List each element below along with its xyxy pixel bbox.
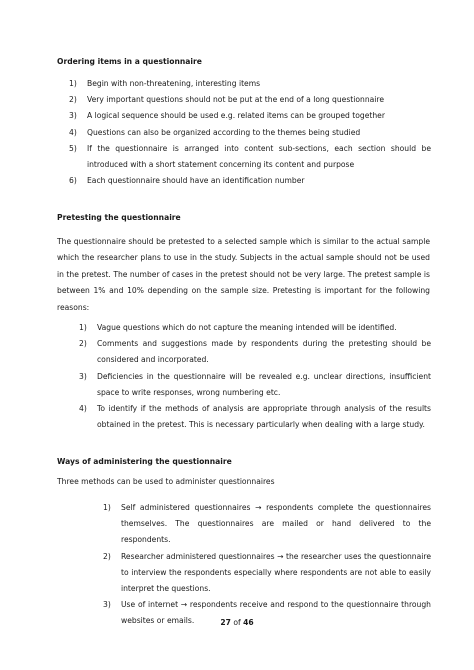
item-number: 6) — [69, 176, 77, 186]
administering-heading: Ways of administering the questionnaire — [57, 457, 232, 466]
item-number: 2) — [79, 339, 87, 349]
pretesting-heading: Pretesting the questionnaire — [57, 213, 181, 222]
page-of-label: of — [233, 618, 241, 627]
list-item — [69, 173, 431, 189]
list-item — [79, 369, 431, 401]
item-text: Deficiencies in the questionnaire will be revealed e.g. unclear directions, insufficient space to write responses, wrong numbering etc. — [97, 371, 431, 397]
total-page-count: 46 — [243, 618, 254, 627]
item-number: 5) — [69, 143, 77, 153]
list-item — [69, 92, 431, 108]
item-text: Self administered questionnaires → respondents complete the questionnaires themselves. The questionnaires are mailed or hand delivered to the respondents. — [121, 503, 431, 545]
item-text: Comments and suggestions made by respondents during the pretesting should be considered and incorporated. — [97, 339, 431, 365]
administering-intro: Three methods can be used to administer questionnaires — [57, 477, 275, 486]
pretesting-list — [79, 320, 431, 433]
list-item — [69, 76, 431, 92]
administering-list — [103, 500, 431, 630]
list-item — [79, 320, 431, 336]
item-text: Very important questions should not be put at the end of a long questionnaire — [87, 95, 385, 105]
list-item — [103, 500, 431, 549]
item-text: Begin with non-threatening, interesting items — [87, 79, 261, 88]
item-text: Questions can also be organized according to the themes being studied — [87, 127, 361, 137]
item-number: 1) — [79, 323, 87, 332]
list-item — [103, 549, 431, 598]
item-number: 2) — [103, 551, 111, 561]
item-text: Vague questions which do not capture the meaning intended will be identified. — [97, 323, 397, 332]
list-item — [69, 108, 431, 124]
list-item — [79, 401, 431, 433]
page-number-footer — [0, 617, 474, 628]
item-text: A logical sequence should be used e.g. related items can be grouped together — [87, 111, 385, 121]
item-text: Researcher administered questionnaires → the researcher uses the questionnaire to interview the respondents especially where respondents are not able to easily interpret the questions. — [121, 551, 431, 594]
item-number: 2) — [69, 95, 77, 105]
item-text: Use of internet → respondents receive and respond to the questionnaire through websites or emails. — [121, 600, 431, 626]
pretesting-paragraph: The questionnaire should be pretested to a selected sample which is similar to the actual sample which the researcher plans to use in the study. Subjects in the actual sample should not be used in the pretest. The number of cases in the pretest should not be very large. The pretest sample is between 1% and 10% depending on the sample size. Pretesting is important for the following reasons: — [57, 237, 430, 312]
item-number: 3) — [69, 111, 77, 121]
item-number: 4) — [79, 404, 87, 414]
ordering-list — [69, 76, 431, 189]
item-text: To identify if the methods of analysis are appropriate through analysis of the results obtained in the pretest. This is necessary particularly when dealing with a large study. — [97, 404, 431, 430]
item-text: If the questionnaire is arranged into content sub-sections, each section should be introduced with a short statement concerning its content and purpose — [87, 143, 431, 170]
list-item — [79, 336, 431, 368]
item-text: Each questionnaire should have an identification number — [87, 176, 305, 186]
item-number: 1) — [103, 503, 111, 512]
current-page-number: 27 — [220, 618, 231, 627]
item-number: 3) — [103, 600, 111, 610]
list-item — [69, 141, 431, 173]
item-number: 1) — [69, 79, 77, 88]
item-number: 4) — [69, 127, 77, 137]
ordering-heading: Ordering items in a questionnaire — [57, 57, 202, 66]
item-number: 3) — [79, 371, 87, 381]
list-item — [69, 125, 431, 141]
